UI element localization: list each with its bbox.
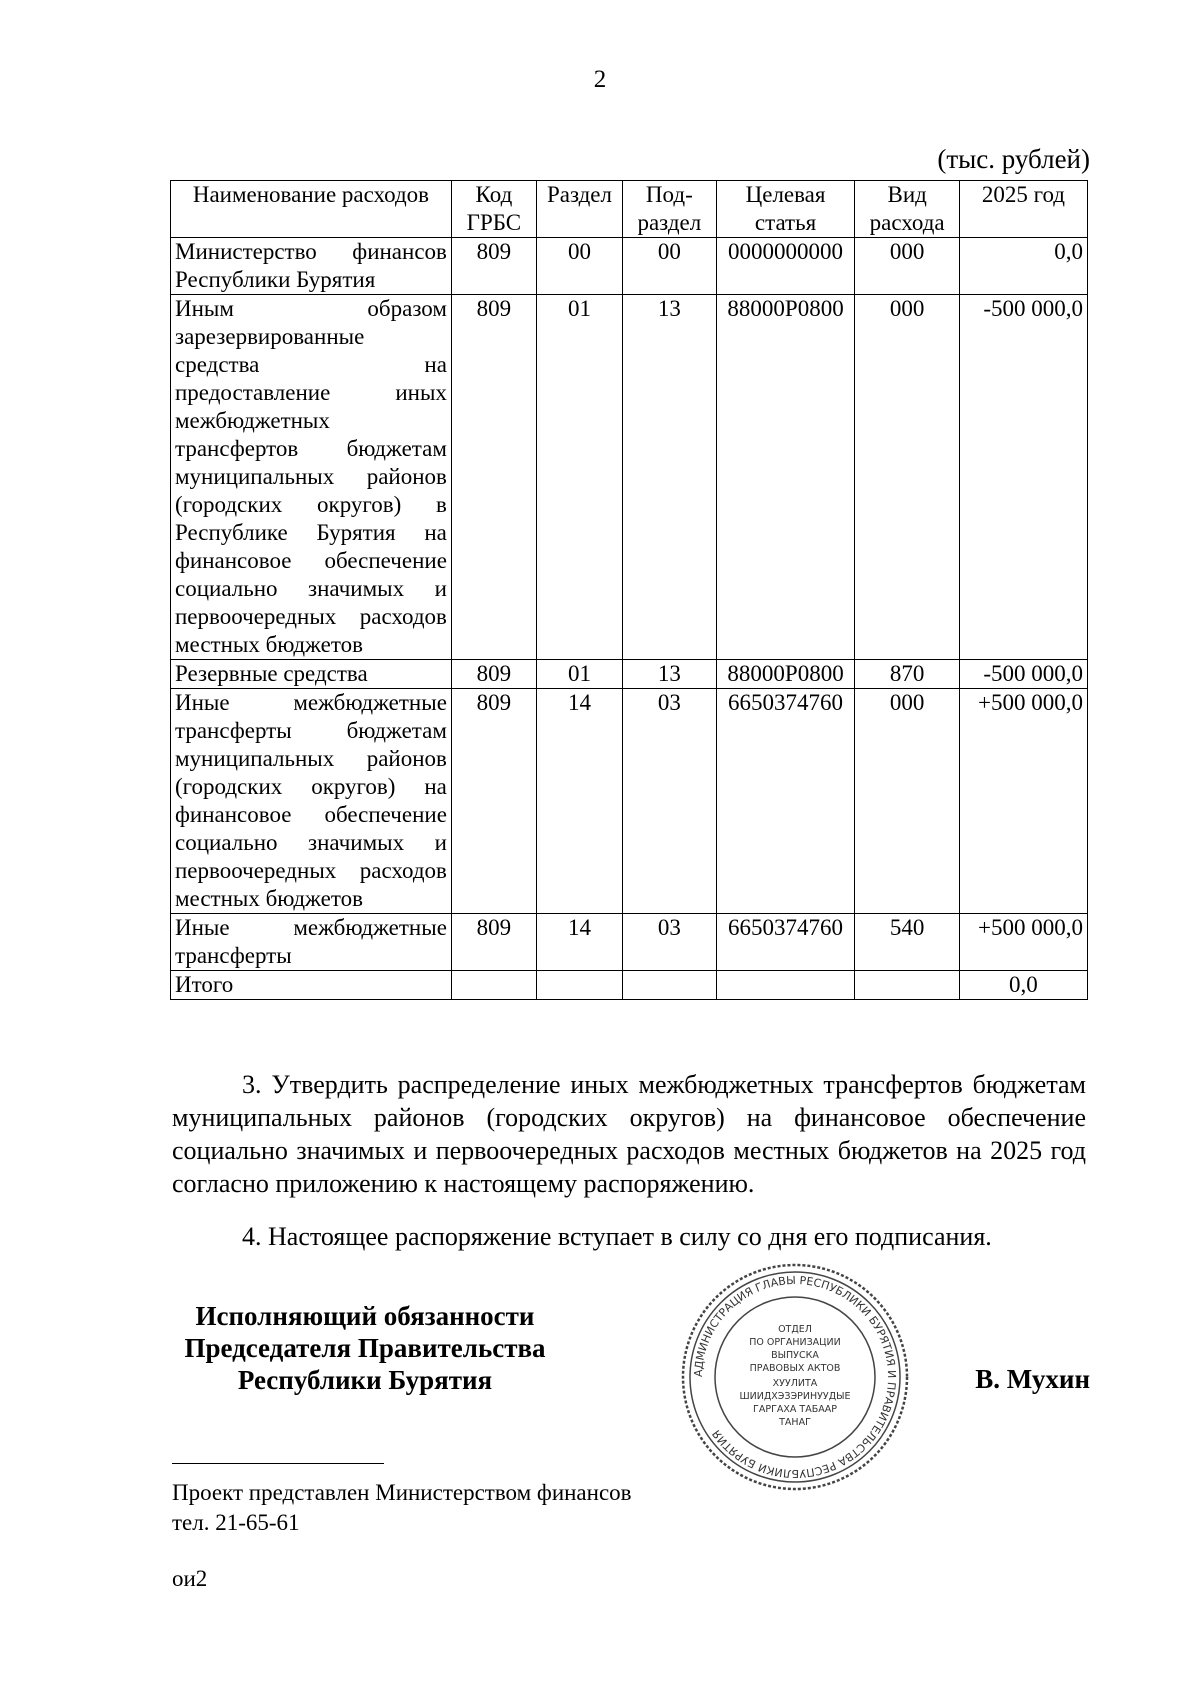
footnote-divider: [172, 1463, 384, 1464]
official-seal: [680, 1262, 910, 1492]
seal-line: ГАРГАХА ТАБААР: [753, 1404, 837, 1415]
budget-table: [170, 180, 1088, 1000]
cell-amount: -500 000,0: [959, 660, 1087, 689]
document-code: ои2: [172, 1566, 208, 1591]
cell-name: Министерство финансов Республики Бурятия: [171, 238, 452, 295]
cell-grbs: 809: [451, 689, 536, 914]
seal-line: ОТДЕЛ: [778, 1324, 812, 1335]
cell-podrazdel: 03: [623, 914, 717, 971]
cell-name: Итого: [171, 971, 452, 1000]
header-podrazdel: Под-раздел: [623, 181, 717, 238]
seal-line: ПО ОРГАНИЗАЦИИ: [749, 1337, 841, 1348]
cell-grbs: [451, 971, 536, 1000]
cell-grbs: 809: [451, 660, 536, 689]
table-row: [171, 689, 1088, 914]
cell-statya: 88000Р0800: [716, 660, 855, 689]
paragraph-4: [172, 1220, 1086, 1253]
header-grbs: Код ГРБС: [451, 181, 536, 238]
cell-statya: [716, 971, 855, 1000]
cell-name: Иным образом зарезервированные средства на предоставление иных межбюджетных трансфертов бюджетам муниципальных районов (городских округов) в Республике Бурятия на финансовое обеспечение социально значимых и первоочередных расходов местных бюджетов: [171, 295, 452, 660]
cell-grbs: 809: [451, 295, 536, 660]
page-number: 2: [593, 66, 607, 93]
seal-line: ШИИДХЭЗЭРИНУУДЫЕ: [739, 1391, 851, 1402]
cell-razdel: [536, 971, 622, 1000]
cell-razdel: 14: [536, 914, 622, 971]
seal-line: ПРАВОВЫХ АКТОВ: [749, 1363, 841, 1374]
cell-vid: 000: [855, 238, 959, 295]
cell-podrazdel: [623, 971, 717, 1000]
table-header-row: [171, 181, 1088, 238]
cell-statya: 0000000000: [716, 238, 855, 295]
cell-amount: 0,0: [959, 238, 1087, 295]
header-statya: Целевая статья: [716, 181, 855, 238]
table-row: [171, 295, 1088, 660]
table-row: [171, 914, 1088, 971]
footnote-phone: тел. 21-65-61: [172, 1510, 300, 1535]
paragraph-4-text: 4. Настоящее распоряжение вступает в силу со дня его подписания.: [242, 1222, 992, 1251]
signatory-title-line: Председателя Правительства: [184, 1333, 546, 1363]
cell-statya: 6650374760: [716, 914, 855, 971]
cell-vid: [855, 971, 959, 1000]
cell-podrazdel: 03: [623, 689, 717, 914]
units-label: (тыс. рублей): [937, 144, 1090, 174]
seal-line: ТАНАГ: [779, 1417, 811, 1428]
signatory-title: [170, 1300, 560, 1396]
table-total-row: [171, 971, 1088, 1000]
cell-statya: 6650374760: [716, 689, 855, 914]
header-vid: Вид расхода: [855, 181, 959, 238]
header-name: Наименование расходов: [171, 181, 452, 238]
cell-grbs: 809: [451, 914, 536, 971]
cell-podrazdel: 13: [623, 295, 717, 660]
cell-razdel: 01: [536, 660, 622, 689]
footnote: [172, 1478, 632, 1538]
signatory-title-line: Республики Бурятия: [237, 1365, 493, 1395]
cell-vid: 000: [855, 295, 959, 660]
cell-podrazdel: 13: [623, 660, 717, 689]
cell-name: Резервные средства: [171, 660, 452, 689]
table-row: [171, 238, 1088, 295]
paragraph-3-text: 3. Утвердить распределение иных межбюджетных трансфертов бюджетам муниципальных районов (городских округов) на финансовое обеспечение социально значимых и первоочередных расходов местных бюджетов на 2025 год согласно приложению к настоящему распоряжению.: [172, 1070, 1086, 1198]
table-row: [171, 660, 1088, 689]
cell-podrazdel: 00: [623, 238, 717, 295]
cell-razdel: 01: [536, 295, 622, 660]
cell-statya: 88000Р0800: [716, 295, 855, 660]
cell-amount: +500 000,0: [959, 914, 1087, 971]
cell-amount: 0,0: [959, 971, 1087, 1000]
cell-vid: 000: [855, 689, 959, 914]
footnote-line: Проект представлен Министерством финансов: [172, 1480, 632, 1505]
cell-amount: -500 000,0: [959, 295, 1087, 660]
cell-vid: 540: [855, 914, 959, 971]
cell-name: Иные межбюджетные трансферты бюджетам муниципальных районов (городских округов) на финансовое обеспечение социально значимых и первоочередных расходов местных бюджетов: [171, 689, 452, 914]
cell-razdel: 14: [536, 689, 622, 914]
cell-amount: +500 000,0: [959, 689, 1087, 914]
header-year: 2025 год: [959, 181, 1087, 238]
cell-vid: 870: [855, 660, 959, 689]
cell-grbs: 809: [451, 238, 536, 295]
cell-razdel: 00: [536, 238, 622, 295]
signatory-name: В. Мухин: [975, 1364, 1090, 1394]
seal-line: ВЫПУСКА: [771, 1350, 819, 1361]
seal-ring-text: АДМИНИСТРАЦИЯ ГЛАВЫ РЕСПУБЛИКИ БУРЯТИЯ И ПРАВИТЕЛЬСТВА РЕСПУБЛИКИ БУРЯТИЯ: [691, 1273, 899, 1481]
cell-name: Иные межбюджетные трансферты: [171, 914, 452, 971]
header-razdel: Раздел: [536, 181, 622, 238]
seal-line: ХУУЛИТА: [772, 1378, 818, 1389]
signatory-title-line: Исполняющий обязанности: [195, 1301, 535, 1331]
paragraph-3: [172, 1068, 1086, 1200]
